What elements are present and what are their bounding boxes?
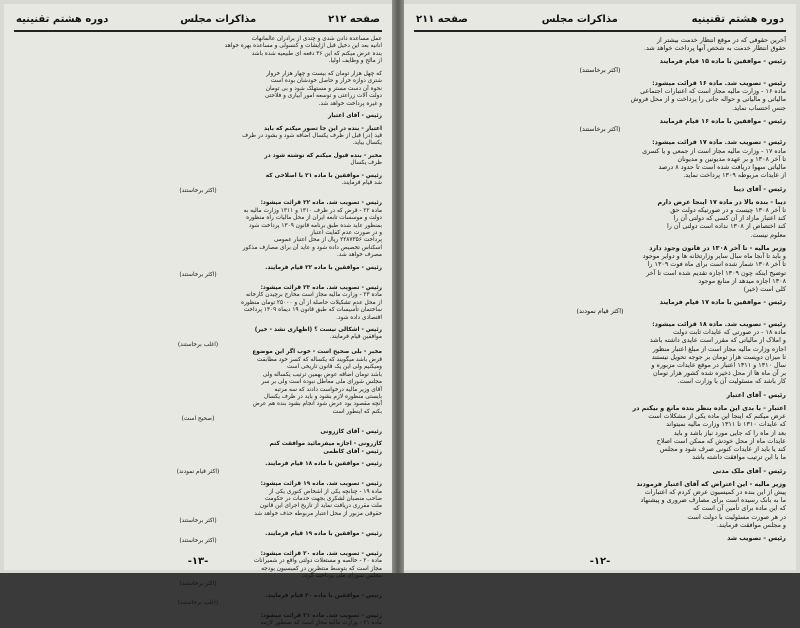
right-page-session: دوره هشتم تقنینیه — [691, 13, 784, 25]
text-line: کلی است (خیر) — [743, 285, 786, 294]
text-line: رئیس - آقای دیبا — [733, 184, 786, 193]
text-line: اقتصادی داده شود. — [336, 314, 382, 321]
side-text-line: عایدات ماه از محل خودش که ممکن است اصلاح — [656, 436, 786, 445]
text-line: و املاک از مالیاتی که مقرر است عایدی داشته باشد — [649, 336, 786, 345]
side-text-line: مجلس شورای ملی پرداخت گردد — [302, 573, 382, 580]
left-page-title: مذاکرات مجلس — [180, 13, 257, 25]
text-line: و در صورت عدم کفایت اعتبار — [310, 229, 382, 236]
text-line: دیبا - بنده بالا در ماده ۱۷ اینجا عرض دارم — [657, 197, 786, 206]
text-line: دولت و موسسات تابعه ایران از محل مالیات راه منظوره — [246, 215, 382, 222]
left-page-text — [14, 36, 382, 628]
text-line: رئیس - تصویب شد. ماده ۱۸ قرائت میشود: — [652, 319, 786, 328]
text-line: پرداخت ۲۲۸۷۳۵۶ ریال از محل اعتبار عمومی — [273, 237, 382, 244]
side-text-line: (صحیح است) — [181, 416, 215, 423]
text-line: نحوه آن دست مستر و مستهلک شود و بی تومان — [265, 85, 382, 92]
side-text-line: مجلس شورای ملی معاطل نبوده است ولی بر سر — [261, 379, 382, 386]
text-line: رئیس - تصویب شد. ماده ۱۷ قرائت میشود: — [652, 138, 786, 147]
book-gutter — [392, 0, 404, 573]
side-text-line: ما با این ترتیب موافقت داشته باشد — [692, 453, 786, 462]
text-line: تا آخر ۱۳۰۸ شمار شده است برای ماه فوت ۱۳۰۹ را — [647, 260, 786, 269]
side-text-line: قرض باشد میگویند که یکساله که کسر خود مطابقت — [257, 356, 382, 363]
text-line: ماده ۱۷ - وزارت مالیه مجاز است از جمعی و یا کسری — [642, 146, 786, 155]
text-line: آخرین حقوقی که در موقع انتظار خدمت بیشتر از — [656, 36, 786, 44]
side-text-line: پیش از این بنده در کمیسیون عرض کردم که اعتبارات — [644, 488, 786, 497]
text-line: رئیس - موافقین با ماده ۲۱ با اصلاحی که — [265, 172, 382, 179]
side-text-line: اعتبار - با بدی این ماده بنظر بنده مانع و بیکنم در — [632, 403, 786, 412]
side-text-line: بایستی منظوره لازم بشود و باید در ظرف یکسال — [264, 394, 382, 401]
text-line: جنس احتساب نماید. — [732, 103, 786, 112]
side-text-line: رئیس - تصویب شد. ماده ۲۱ قرائت میشود: — [260, 612, 382, 619]
side-text-line: (اکثر برخاستند) — [179, 518, 217, 525]
side-text-line: رئیس - آقای اعتبار — [726, 390, 786, 399]
side-text-line: وزیر مالیه - این اعتراض که آقای اعتبار فرمودند — [636, 479, 786, 488]
side-text-line: ومیکنیم ولی این یک قانون تاریخی است — [286, 364, 382, 371]
right-page-footer: -۱۲- — [589, 556, 611, 567]
side-text-line: رئیس - موافقین با ماده ۱۹ قیام فرمایند. — [265, 530, 382, 537]
side-text-line: کند یا باید از عایدات کنونی صرف شود و مجلس — [659, 445, 786, 454]
left-page — [4, 4, 392, 627]
text-line: رئیس - تصویب شد. ماده ۲۲ قرائت میشود: — [260, 200, 382, 207]
text-line: انانیه بعد این دخیل قبل ازایشات و کنسولی و مساعده بهره خواهد — [224, 43, 382, 50]
text-line: ساختمان تأسیسات که طبق قانون ۱۹ دیماه ۱۳۰۹ پرداخت — [243, 307, 382, 314]
text-line: (اکثر برخاستند) — [579, 65, 621, 74]
side-text-line: (اکثر برخاستند) — [179, 538, 217, 545]
side-text-line: کازرونی - اجازه میفرمائید موافقت کنم — [269, 441, 382, 448]
side-text-line: (اکثر برخاستند) — [179, 580, 217, 587]
text-line: رئیس - آقای اعتبار — [327, 113, 382, 120]
text-line: (اکثر برخاستند) — [179, 187, 217, 194]
side-text-line: کار باشد که مسئولیت آن با وزارت است. — [677, 377, 786, 386]
text-line: رئیس - تصویب شد. ماده ۲۳ قرائت میشود: — [260, 284, 382, 291]
left-page-session: دوره هشتم تقنینیه — [16, 13, 109, 25]
side-text-line: عرض میکنم که اینجا این ماده یکی از مشکلات است — [648, 412, 786, 421]
side-text-line: رئیس - موافقین با ماده ۱۸ قیام فرمایند. — [265, 461, 382, 468]
text-line: ظرف یکسال — [350, 160, 382, 167]
text-line: عمل مساعده دادن شدی و چندی از برادران عالمانهات — [251, 36, 382, 42]
right-page-text — [414, 36, 786, 542]
text-line: (اکثر قیام نمودند) — [576, 306, 624, 315]
text-line: معلوم نیست. — [750, 230, 786, 239]
side-text-line: که عایدات ۱۳۱۰ تا ۱۳۱۱ وزارت مالیه نمیتواند — [666, 420, 786, 429]
side-text-line: رئیس - تصویب شد. ماده ۲۰ قرائت میشود: — [260, 550, 382, 557]
text-line: ۱۳۰۸ اجازه میدهد از منابع موجود — [698, 276, 786, 285]
text-line: مخبر - بنده قبول میکنم که نوشته شود در — [264, 152, 382, 159]
text-line: حقوق انتظار خدمت به شخص آنها پرداخت خواهد شد. — [643, 44, 786, 53]
side-text-line: مجاز است که بتوسط منتظرین در کمیسیون بودجه — [261, 565, 382, 572]
right-page — [404, 4, 796, 570]
text-line: مالیاتی سهوا دریافت شده است تا حدود ۸ درصد — [658, 163, 786, 172]
text-line: کند اعتبار مازاد از آن کسی که دولتی آن را — [673, 214, 786, 223]
text-line: قید (در) قبل از ظرف یکسال اضافه شود و بشود در ظرف — [242, 132, 382, 139]
text-line: کند اختصاص از ۱۳۰۸ نداده است دولتی آن را — [666, 222, 786, 231]
text-line: اسکناس تخصیص داده شود و عاید آن برای مصارف مذکور — [242, 244, 382, 251]
text-line: رئیس - موافقین با ماده ۱۶ قیام فرمایند — [659, 116, 786, 125]
text-line: رئیس - موافقین با ماده ۱۷ قیام فرمایند — [659, 298, 786, 307]
text-line: اعتبار - بنده در این جا تصور میکنم که باید — [264, 125, 382, 132]
text-line: شد قیام فرمایند. — [341, 180, 382, 187]
side-text-line: تا میزان دویست هزار تومان بر جوجه تحویل نیستند — [651, 352, 786, 361]
side-text-line: ماده ۲۱ - وزارت مالیه مجاز است که بمنظور لازمه — [260, 620, 382, 627]
text-line: و باید تا آنجا ماه سال سایر وزارتخانه ها و دوایر موجود — [642, 252, 786, 261]
side-text-line: رئیس - آقای کاظمی — [323, 448, 382, 455]
text-line: ماده ۲۳ - وزارت مالیه مجاز است مخارج برچیدن کارخانه — [246, 292, 382, 299]
side-text-line: بر آن ماه ها از محل ذخیره شده کشور هزار تومان — [652, 369, 786, 378]
side-text-line: (اکثر قیام نمودند) — [176, 468, 220, 475]
side-text-line: (اغلب برخاستند) — [177, 600, 219, 607]
text-line: از مالح و وظایف اولیا. — [328, 58, 382, 65]
left-page-number: صفحه ۲۱۲ — [328, 13, 380, 25]
text-line: و غیره پرداخت خواهد شد. — [318, 100, 382, 107]
text-line: بمنظور عاید شده طبق برنامه قانون ۱۳۰۹ پرداخت شود — [248, 222, 382, 229]
side-text-line: رئیس - موافقین با ماده ۲۰ قیام فرمایند. — [265, 593, 382, 599]
side-text-line: باشد تومان اضافه عوض بهمین ترتیب یکساله ولی — [262, 371, 382, 378]
text-line: رئیس - اشکالی نیست ؟ (اظهاری نشد - خیر) — [254, 326, 382, 333]
text-line: از محل عدم تشکیلات حاصله از آن و ۲۵۰۰۰ تومان منظوره — [241, 299, 382, 306]
text-line: که چهل هزار تومان که بیست و چهار هزار خروار — [266, 70, 382, 77]
side-text-line: بکنم که اینطور است — [332, 408, 382, 415]
side-text-line: در هر صورت مسئولیت با دولت است — [687, 512, 786, 521]
left-page-header — [14, 8, 382, 32]
side-text-line: بعد از ماه را که جایی مورد نیاز باشد و باید — [673, 428, 786, 437]
text-line: وزیر مالیه - تا آخر ۱۳۰۸ در قانون وجود دارد — [649, 243, 786, 252]
side-text-line: اجازه وزارت مالیه مجاز است از مبلغ اعتبار منظور — [652, 344, 786, 353]
side-text-line: سال ۱۳۱۰ و ۱۳۱۱ اعتبار در موقع عایدات مزبوره و — [651, 360, 786, 369]
text-line: یکسال بیاید. — [352, 140, 382, 147]
side-text-line: صاحب منصبان لشکری بجهت خدمات در حکومت — [264, 496, 382, 503]
text-line: مصرف خواهد شد. — [336, 252, 382, 259]
text-line: (اغلب برخاستند) — [177, 341, 219, 348]
side-text-line: رئیس - تصویب شد — [727, 534, 786, 543]
side-text-line: ما به بانک رسیده است برای مصارف ضروری و پیشنهاد — [640, 496, 786, 505]
right-page-title: مذاکرات مجلس — [541, 13, 618, 25]
side-text-line: ماده ۱۹ - چنانچه یکی از اشخاص کنوری یکی از — [269, 488, 382, 495]
text-line: بنده عرض میکنم که این ۳۶ دفعه ای طبیعیه شده باشد — [251, 50, 382, 57]
text-line: ماده ۱۶ - وزارت مالیه مجاز است که اعتبارات اجتماعی — [640, 87, 786, 96]
left-page-footer: -۱۳- — [187, 556, 209, 567]
side-text-line: مخبر - بلی صحیح است - خوب اگر این موضوع — [252, 349, 382, 356]
text-line: دولت آلات زراعتی و توسعه امور آبیاری و فلاحتی — [264, 93, 382, 100]
side-text-line: آقای وزیر مالیه درخواست دادند که سه مرتبه — [274, 386, 382, 393]
text-line: از عایدات مربوطه ۱۳۰۹ پرداخت نماید. — [683, 171, 786, 180]
side-text-line: رئیس - آقای کازرونی — [320, 428, 382, 435]
side-text-line: رئیس - آقای ملک مدنی — [712, 466, 786, 475]
side-text-line: و مجلس موافقت فرمایند. — [716, 520, 786, 529]
text-line: ماده ۱۸ - در صورتی که عایدات ثابت دولت — [673, 328, 786, 337]
text-line: رئیس - تصویب شد. ماده ۱۶ قرائت میشود: — [652, 78, 786, 87]
text-line: تا آخر ۱۳۰۸ و بر عهده مدیونین و مدیونان — [677, 154, 786, 163]
side-text-line: حقوقی مزبور از محل اعتبار مربوطه حذف خواهد شد — [254, 510, 382, 517]
text-line: (اکثر برخاستند) — [179, 272, 217, 279]
text-line: شتری دوازه خرار و حاصل خودشان بوده است — [270, 78, 382, 85]
text-line: مالیاتی و مالیاتی و حواله جاتی را پرداخت و از محل فروش — [630, 95, 786, 104]
text-line: (اکثر برخاستند) — [579, 125, 621, 134]
right-page-number: صفحه ۲۱۱ — [416, 13, 468, 25]
right-page-header — [414, 8, 786, 32]
text-line: رئیس - موافقین با ماده ۲۲ قیام فرمایند. — [265, 264, 382, 271]
text-line: رئیس - موافقین با ماده ۱۵ قیام فرمایند — [659, 57, 786, 66]
side-text-line: رئیس - تصویب شد. ماده ۱۹ قرائت میشود: — [260, 481, 382, 488]
text-line: تا آخر ۱۳۰۸ چیست و در صورتیکه دولت حق — [670, 205, 786, 214]
side-text-line: ملت مقرری دریافت نماید از تاریخ اجرای این قانون — [259, 503, 382, 510]
text-line: توضیح اینکه چون ۱۳۰۹ اجازه تقدیم شده است تا آخر — [646, 268, 786, 277]
side-text-line: که این ماده برای تأمین آن است که — [692, 504, 786, 513]
side-text-line: ماده ۲۰ - خالصه و مستغلات دولتی واقع در شمیرانات — [253, 558, 382, 565]
text-line: موافقین قیام فرمایند. — [329, 334, 382, 341]
text-line: ماده ۲۲ - قرض که در ظرف ۱۳۱۰ و ۱۳۱۱ وزارت مالیه به — [243, 207, 382, 214]
side-text-line: آنچه مقصود بود عرض شود انجام بشود بنده هم عرض — [252, 401, 382, 408]
